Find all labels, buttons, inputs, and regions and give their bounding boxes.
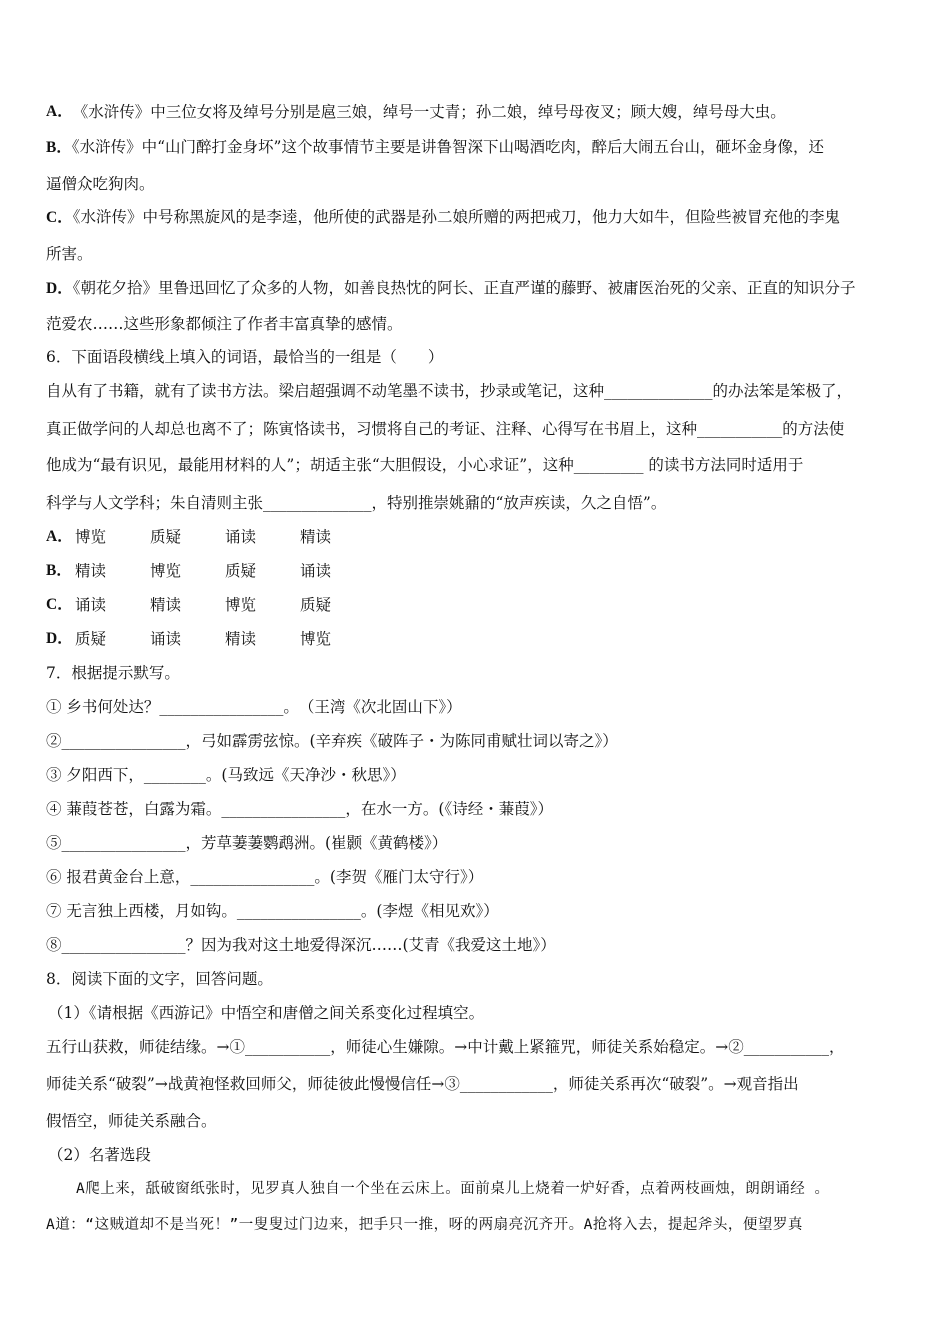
q7-item: ① 乡书何处达？________________。 （王湾《次北固山下》） <box>46 698 462 716</box>
choice-word: 博览 <box>225 596 257 614</box>
choice-word: 博览 <box>300 630 332 648</box>
q7-item: ②________________，弓如霹雳弦惊。(辛弃疾《破阵子・为陈同甫赋壮词以寄之》） <box>46 732 618 750</box>
choice-word: 博览 <box>150 562 182 580</box>
choice-word: 质疑 <box>225 562 257 580</box>
option-text: 《朝花夕拾》里鲁迅回忆了众多的人物，如善良热忱的阿长、正直严谨的藤野、被庸医治死的父亲、正直的知识分子 <box>72 279 856 297</box>
q8-part1-line: 假悟空，师徒关系融合。 <box>46 1112 217 1130</box>
q8-excerpt-line: A爬上来，舐破窗纸张时，见罗真人独自一个坐在云床上。面前桌儿上烧着一炉好香，点着两枝画烛，朗朗诵经 。 <box>76 1181 830 1197</box>
q7-item: ⑤________________，芳草萋萋鹦鹉洲。(崔颢《黄鹤楼》） <box>46 834 448 852</box>
choice-word: 诵读 <box>300 562 332 580</box>
q8-part2-title: （2）名著选段 <box>48 1146 151 1164</box>
q8-part1-line: 师徒关系“破裂”→战黄袍怪救回师父，师徒彼此慢慢信任→③____________，师徒关系再次“破裂”。→观音指出 <box>46 1075 799 1093</box>
q6-passage-line: 自从有了书籍，就有了读书方法。梁启超强调不动笔墨不读书，抄录或笔记，这种______________的办法笨是笨极了， <box>46 382 853 400</box>
q5-option-a <box>46 101 906 123</box>
choice-word: 精读 <box>150 596 182 614</box>
q8-part1-line: 五行山获救，师徒结缘。→①___________，师徒心生嫌隙。→中计戴上紧箍咒，师徒关系始稳定。→②___________， <box>46 1038 845 1056</box>
option-label: B． <box>46 139 72 156</box>
choice-label: D． <box>46 630 73 647</box>
q5-option-b <box>46 136 824 159</box>
q5-option-b-cont: 逼僧众吃狗肉。 <box>46 175 155 193</box>
choice-word: 诵读 <box>150 630 182 648</box>
choice-word: 精读 <box>300 528 332 546</box>
choice-word: 精读 <box>75 562 107 580</box>
q5-option-c <box>46 206 840 229</box>
q6-stem: 6．下面语段横线上填入的词语，最恰当的一组是（ ） <box>46 348 444 366</box>
option-text: 《水浒传》中“山门醉打金身坏”这个故事情节主要是讲鲁智深下山喝酒吃肉，醉后大闹五台山，砸坏金身像，还 <box>71 138 824 156</box>
q5-option-c-cont: 所害。 <box>46 245 93 263</box>
option-label: C． <box>46 209 73 226</box>
q8-stem: 8．阅读下面的文字，回答问题。 <box>46 970 273 988</box>
choice-word: 诵读 <box>225 528 257 546</box>
option-label: D． <box>46 280 73 297</box>
q8-part1-title: （1）《请根据《西游记》中悟空和唐僧之间关系变化过程填空。 <box>48 1004 485 1022</box>
choice-word: 博览 <box>75 528 107 546</box>
choice-label: A． <box>46 528 73 545</box>
q7-item: ④ 蒹葭苍苍，白露为霜。________________，在水一方。(《诗经・蒹葭》） <box>46 800 553 818</box>
choice-label: B． <box>46 562 72 579</box>
q7-item: ③ 夕阳西下，________。(马致远《天净沙・秋思》） <box>46 766 406 784</box>
choice-word: 质疑 <box>75 630 107 648</box>
q7-stem: 7．根据提示默写。 <box>46 664 180 682</box>
choice-word: 诵读 <box>75 596 107 614</box>
q7-item: ⑧________________？因为我对这土地爱得深沉……(艾青《我爱这土地》） <box>46 936 556 954</box>
choice-word: 质疑 <box>300 596 332 614</box>
q7-item: ⑥ 报君黄金台上意，________________。(李贺《雁门太守行》） <box>46 868 484 886</box>
option-label: A． <box>46 103 73 120</box>
q5-option-d <box>46 277 855 300</box>
q6-passage-line: 科学与人文学科；朱自清则主张______________，特别推崇姚鼐的“放声疾读，久之自悟”。 <box>46 494 667 512</box>
option-text: 《水浒传》中三位女将及绰号分别是扈三娘，绰号一丈青；孙二娘，绰号母夜叉；顾大嫂，绰号母大虫。 <box>72 103 786 121</box>
q8-excerpt-line: A道：“这贼道却不是当死！”一叟叟过门边来，把手只一推，呀的两扇亮沉齐开。A抢将入去，提起斧头，便望罗真 <box>46 1217 803 1233</box>
choice-label: C． <box>46 596 73 613</box>
q6-passage-line: 真正做学问的人却总也离不了；陈寅恪读书，习惯将自己的考证、注释、心得写在书眉上，这种___________的方法使 <box>46 420 845 438</box>
choice-word: 质疑 <box>150 528 182 546</box>
q5-option-d-cont: 范爱农……这些形象都倾注了作者丰富真挚的感情。 <box>46 315 403 333</box>
option-text: 《水浒传》中号称黑旋风的是李逵，他所使的武器是孙二娘所赠的两把戒刀，他力大如牛，但险些被冒充他的李鬼 <box>72 208 840 226</box>
q6-passage-line: 他成为“最有识见，最能用材料的人”；胡适主张“大胆假设，小心求证”，这种_________ 的读书方法同时适用于 <box>46 456 804 474</box>
q7-item: ⑦ 无言独上西楼，月如钩。________________。(李煜《相见欢》） <box>46 902 499 920</box>
choice-word: 精读 <box>225 630 257 648</box>
